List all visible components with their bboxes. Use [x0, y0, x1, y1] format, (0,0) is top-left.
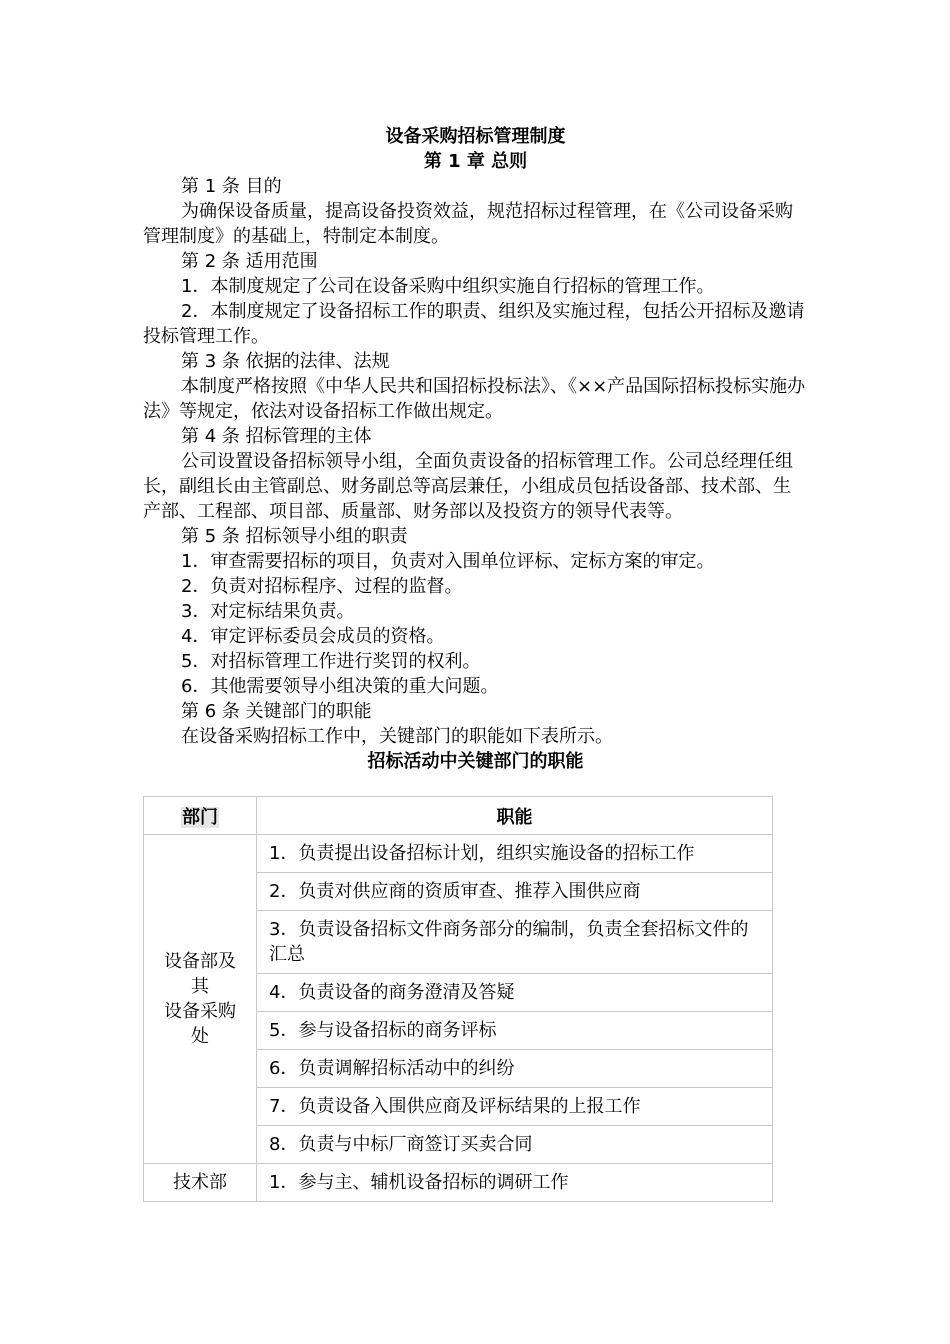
table-header-row — [144, 797, 773, 835]
table-body — [144, 835, 773, 1202]
dept-line: 处 — [191, 1026, 209, 1047]
table-row — [144, 835, 773, 873]
paragraph: 本制度严格按照《中华人民共和国招标投标法》、《××产品国际招标投标实施办法》等规定，依法对设备招标工作做出规定。 — [143, 376, 806, 422]
paragraph: 2．负责对招标程序、过程的监督。 — [181, 576, 463, 597]
header-dept: 部门 — [144, 797, 257, 835]
paragraph: 第 3 条 依据的法律、法规 — [181, 351, 390, 372]
duties-table — [143, 796, 773, 1202]
duty-cell: 1．参与主、辅机设备招标的调研工作 — [257, 1164, 773, 1202]
paragraph: 4．审定评标委员会成员的资格。 — [181, 626, 445, 647]
chapter-heading: 第 1 章 总则 — [423, 151, 528, 172]
paragraph: 第 5 条 招标领导小组的职责 — [181, 526, 408, 547]
paragraph: 1．审查需要招标的项目，负责对入围单位评标、定标方案的审定。 — [181, 551, 715, 572]
paragraph: 公司设置设备招标领导小组，全面负责设备的招标管理工作。公司总经理任组长，副组长由主管副总、财务副总等高层兼任，小组成员包括设备部、技术部、生产部、工程部、项目部、质量部、财务部以及投资方的领导代表等。 — [143, 451, 793, 522]
dept-line: 技术部 — [173, 1172, 227, 1193]
paragraph: 1．本制度规定了公司在设备采购中组织实施自行招标的管理工作。 — [181, 276, 715, 297]
paragraph: 6．其他需要领导小组决策的重大问题。 — [181, 676, 499, 697]
document-title: 设备采购招标管理制度 — [385, 126, 566, 147]
paragraph: 第 6 条 关键部门的职能 — [181, 701, 372, 722]
dept-line: 其 — [191, 976, 209, 997]
paragraph: 在设备采购招标工作中，关键部门的职能如下表所示。 — [181, 726, 613, 747]
dept-cell — [144, 1164, 257, 1202]
duty-cell: 5．参与设备招标的商务评标 — [257, 1012, 773, 1050]
duty-cell: 7．负责设备入围供应商及评标结果的上报工作 — [257, 1088, 773, 1126]
duty-cell: 3．负责设备招标文件商务部分的编制，负责全套招标文件的汇总 — [257, 911, 773, 974]
paragraph: 2．本制度规定了设备招标工作的职责、组织及实施过程，包括公开招标及邀请投标管理工作。 — [143, 301, 805, 347]
paragraph: 为确保设备质量，提高设备投资效益，规范招标过程管理，在《公司设备采购管理制度》的基础上，特制定本制度。 — [143, 201, 793, 247]
duty-cell: 2．负责对供应商的资质审查、推荐入围供应商 — [257, 873, 773, 911]
paragraph: 第 2 条 适用范围 — [181, 251, 318, 272]
table-row — [144, 1164, 773, 1202]
paragraph: 3．对定标结果负责。 — [181, 601, 355, 622]
duty-cell: 6．负责调解招标活动中的纠纷 — [257, 1050, 773, 1088]
header-duty: 职能 — [257, 797, 773, 835]
duty-cell: 1．负责提出设备招标计划，组织实施设备的招标工作 — [257, 835, 773, 873]
dept-cell — [144, 835, 257, 1164]
paragraph-list — [143, 174, 808, 749]
duty-cell: 8．负责与中标厂商签订买卖合同 — [257, 1126, 773, 1164]
table-caption: 招标活动中关键部门的职能 — [367, 751, 584, 772]
dept-line: 设备部及 — [164, 951, 236, 972]
paragraph: 5．对招标管理工作进行奖罚的权利。 — [181, 651, 481, 672]
dept-line: 设备采购 — [164, 1001, 236, 1022]
document-body — [143, 124, 808, 774]
paragraph: 第 4 条 招标管理的主体 — [181, 426, 372, 447]
duty-cell: 4．负责设备的商务澄清及答疑 — [257, 974, 773, 1012]
paragraph: 第 1 条 目的 — [181, 176, 282, 197]
